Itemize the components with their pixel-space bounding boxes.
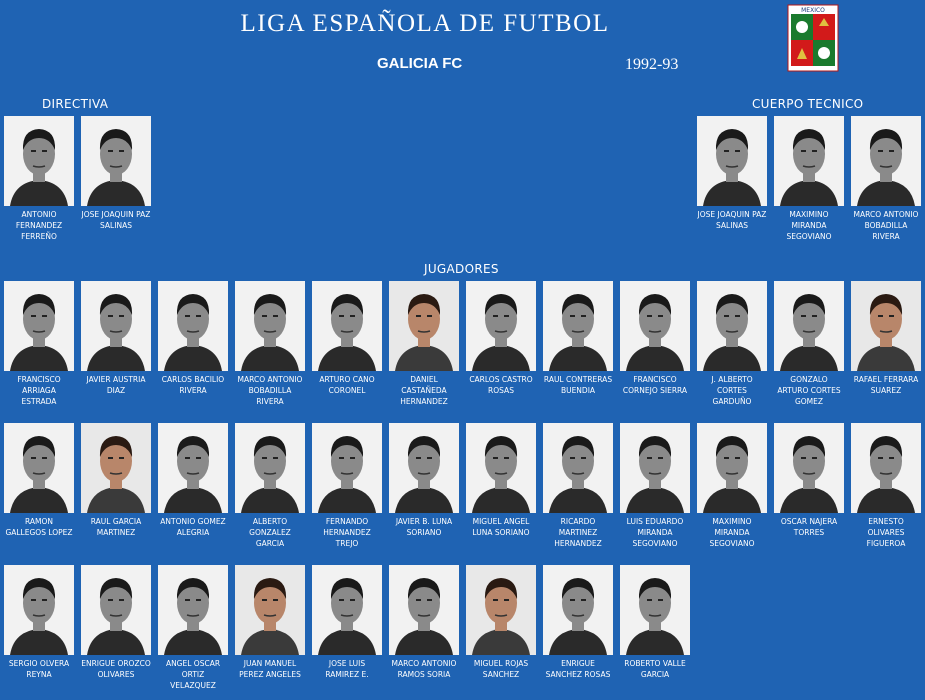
jugadores-card [158, 423, 228, 538]
jugadores-card [235, 565, 305, 680]
jugadores-card [620, 565, 690, 680]
jugadores-card [620, 281, 690, 396]
person-name: RAUL GARCIA MARTINEZ [90, 517, 142, 537]
person-name: MAXIMINO MIRANDA SEGOVIANO [786, 210, 832, 241]
person-name: ALBERTO GONZALEZ GARCIA [249, 517, 291, 548]
person-name: JOSE JOAQUIN PAZ SALINAS [81, 210, 151, 230]
portrait-photo [620, 423, 690, 513]
jugadores-card [389, 281, 459, 407]
person-name: JOSE LUIS RAMIREZ E. [325, 659, 369, 679]
portrait-photo [81, 423, 151, 513]
jugadores-card [466, 281, 536, 396]
portrait-photo [235, 281, 305, 371]
page-title: LIGA ESPAÑOLA DE FUTBOL [240, 10, 610, 37]
person-name: MAXIMINO MIRANDA SEGOVIANO [709, 517, 755, 548]
person-name: RAMON GALLEGOS LOPEZ [5, 517, 73, 537]
jugadores-card [697, 281, 767, 407]
person-name: ANGEL OSCAR ORTIZ VELAZQUEZ [165, 659, 221, 690]
portrait-photo [697, 423, 767, 513]
portrait-photo [697, 281, 767, 371]
portrait-photo [774, 116, 844, 206]
person-name: JUAN MANUEL PEREZ ANGELES [239, 659, 301, 679]
jugadores-card [235, 423, 305, 549]
jugadores-card [697, 423, 767, 549]
jugadores-card [389, 423, 459, 538]
season-label: 1992-93 [625, 56, 679, 73]
portrait-photo [697, 116, 767, 206]
jugadores-card [543, 565, 613, 680]
person-name: ANTONIO FERNANDEZ FERREÑO [15, 210, 63, 241]
person-name: LUIS EDUARDO MIRANDA SEGOVIANO [626, 517, 684, 548]
portrait-photo [466, 281, 536, 371]
person-name: FERNANDO HERNANDEZ TREJO [323, 517, 371, 548]
portrait-photo [4, 423, 74, 513]
portrait-photo [4, 281, 74, 371]
person-name: RICARDO MARTINEZ HERNANDEZ [554, 517, 602, 548]
person-name: ANTONIO GOMEZ ALEGRIA [160, 517, 226, 537]
jugadores-card [774, 423, 844, 538]
person-name: ROBERTO VALLE GARCIA [624, 659, 686, 679]
jugadores-card [158, 281, 228, 396]
jugadores-card [158, 565, 228, 691]
crest-logo [787, 4, 839, 72]
portrait-photo [81, 565, 151, 655]
portrait-photo [81, 116, 151, 206]
directiva-card [81, 116, 151, 231]
portrait-photo [389, 423, 459, 513]
jugadores-card [4, 565, 74, 680]
jugadores-card [466, 565, 536, 680]
jugadores-card [389, 565, 459, 680]
portrait-photo [4, 565, 74, 655]
person-name: CARLOS CASTRO ROSAS [469, 375, 533, 395]
directiva-card [4, 116, 74, 242]
portrait-photo [158, 281, 228, 371]
person-name: MIGUEL ROJAS SANCHEZ [473, 659, 529, 679]
person-name: ARTURO CANO CORONEL [319, 375, 375, 395]
portrait-photo [466, 565, 536, 655]
portrait-photo [543, 565, 613, 655]
jugadores-card [543, 423, 613, 549]
jugadores-card [4, 281, 74, 407]
jugadores-card [235, 281, 305, 407]
jugadores-card [774, 281, 844, 407]
person-name: RAUL CONTRERAS BUENDIA [543, 375, 613, 395]
person-name: SERGIO OLVERA REYNA [8, 659, 70, 679]
portrait-photo [851, 281, 921, 371]
person-name: JAVIER AUSTRIA DIAZ [86, 375, 146, 395]
portrait-photo [774, 281, 844, 371]
section-cuerpo-tecnico: CUERPO TECNICO [752, 97, 864, 111]
person-name: MIGUEL ANGEL LUNA SORIANO [472, 517, 530, 537]
jugadores-card [4, 423, 74, 538]
portrait-photo [312, 565, 382, 655]
portrait-photo [312, 423, 382, 513]
portrait-photo [158, 565, 228, 655]
jugadores-card [312, 281, 382, 396]
cuerpo_tecnico-card [851, 116, 921, 242]
portrait-photo [389, 565, 459, 655]
person-name: FRANCISCO CORNEJO SIERRA [622, 375, 688, 395]
person-name: J. ALBERTO CORTES GARDUÑO [711, 375, 753, 406]
person-name: ENRIGUE OROZCO OLIVARES [81, 659, 151, 679]
portrait-photo [543, 423, 613, 513]
portrait-photo [312, 281, 382, 371]
person-name: DANIEL CASTAÑEDA HERNANDEZ [400, 375, 448, 406]
portrait-photo [466, 423, 536, 513]
person-name: ERNESTO OLIVARES FIGUEROA [866, 517, 906, 548]
cuerpo_tecnico-card [774, 116, 844, 242]
jugadores-card [312, 565, 382, 680]
section-directiva: DIRECTIVA [42, 97, 109, 111]
person-name: OSCAR NAJERA TORRES [780, 517, 838, 537]
person-name: MARCO ANTONIO BOBADILLA RIVERA [853, 210, 919, 241]
cuerpo_tecnico-card [697, 116, 767, 231]
jugadores-card [81, 281, 151, 396]
portrait-photo [81, 281, 151, 371]
jugadores-card [851, 423, 921, 549]
portrait-photo [389, 281, 459, 371]
jugadores-card [466, 423, 536, 538]
jugadores-card [620, 423, 690, 549]
jugadores-card [81, 423, 151, 538]
portrait-photo [851, 423, 921, 513]
portrait-photo [235, 565, 305, 655]
section-jugadores: JUGADORES [424, 262, 499, 276]
jugadores-card [312, 423, 382, 549]
portrait-photo [235, 423, 305, 513]
team-name: GALICIA FC [377, 55, 463, 72]
portrait-photo [543, 281, 613, 371]
portrait-photo [4, 116, 74, 206]
svg-text:MEXICO: MEXICO [801, 7, 825, 14]
portrait-photo [620, 565, 690, 655]
portrait-photo [851, 116, 921, 206]
person-name: CARLOS BACILIO RIVERA [161, 375, 225, 395]
person-name: MARCO ANTONIO BOBADILLA RIVERA [237, 375, 303, 406]
person-name: FRANCISCO ARRIAGA ESTRADA [17, 375, 61, 406]
jugadores-card [543, 281, 613, 396]
person-name: MARCO ANTONIO RAMOS SORIA [391, 659, 457, 679]
jugadores-card [851, 281, 921, 396]
person-name: JAVIER B. LUNA SORIANO [395, 517, 453, 537]
portrait-photo [158, 423, 228, 513]
person-name: GONZALO ARTURO CORTES GOMEZ [777, 375, 841, 406]
portrait-photo [774, 423, 844, 513]
person-name: JOSE JOAQUIN PAZ SALINAS [697, 210, 767, 230]
person-name: ENRIGUE SANCHEZ ROSAS [545, 659, 611, 679]
jugadores-card [81, 565, 151, 680]
portrait-photo [620, 281, 690, 371]
person-name: RAFAEL FERRARA SUAREZ [853, 375, 919, 395]
